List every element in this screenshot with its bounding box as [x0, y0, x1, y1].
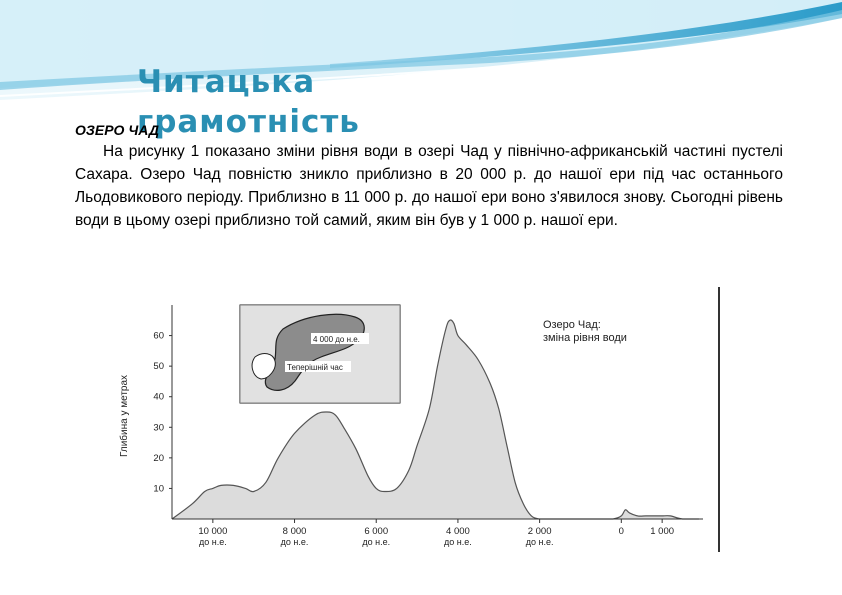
- x-tick-label: 10 000: [198, 526, 228, 537]
- section-heading: ОЗЕРО ЧАД: [75, 122, 159, 138]
- y-tick-label: 20: [153, 452, 164, 464]
- x-tick-sublabel: до н.е.: [280, 537, 309, 547]
- x-tick-label: 8 000: [282, 526, 307, 537]
- inset-label-present: Теперішній час: [287, 363, 343, 372]
- y-tick-label: 10: [153, 483, 164, 495]
- slide-title: Читацька грамотність: [137, 64, 360, 140]
- y-tick-labels: [153, 331, 172, 495]
- x-tick-sublabel: до н.е.: [362, 537, 391, 547]
- x-tick-sublabel: до н.е.: [525, 537, 554, 547]
- y-tick-label: 50: [153, 361, 164, 373]
- x-tick-label: 6 000: [364, 526, 389, 537]
- x-tick-label: 0: [618, 526, 624, 537]
- chart-subtitle: зміна рівня води: [543, 332, 627, 344]
- body-paragraph: На рисунку 1 показано зміни рівня води в озері Чад у північно-африканській частині пустелі Сахара. Озеро Чад повністю зникло приблизно в 20 000 р. до нашої ери під час останнього Льодовикового періоду. Приблизно в 11 000 р. до нашої ери воно з'явилося знову. Сьогодні рівень води в цьому озері приблизно той самий, яким він був у 1 000 р. нашої ери.: [75, 143, 783, 229]
- x-tick-label: 4 000: [446, 526, 470, 537]
- inset-label-4000bc: 4 000 до н.е.: [313, 335, 360, 344]
- x-tick-label: 1 000: [650, 526, 675, 537]
- y-tick-label: 30: [153, 422, 164, 434]
- x-tick-sublabel: до н.е.: [198, 537, 227, 547]
- y-tick-label: 40: [153, 391, 164, 403]
- x-tick-sublabel: до н.е.: [444, 537, 472, 547]
- y-axis-label: Глибина у метрах: [119, 374, 130, 457]
- x-tick-labels: [198, 519, 674, 547]
- y-tick-label: 60: [153, 330, 164, 342]
- chart-title: Озеро Чад:: [543, 319, 601, 331]
- lake-map-inset: [240, 305, 400, 403]
- x-tick-label: 2 000: [527, 526, 552, 537]
- lake-chad-chart: [105, 287, 723, 552]
